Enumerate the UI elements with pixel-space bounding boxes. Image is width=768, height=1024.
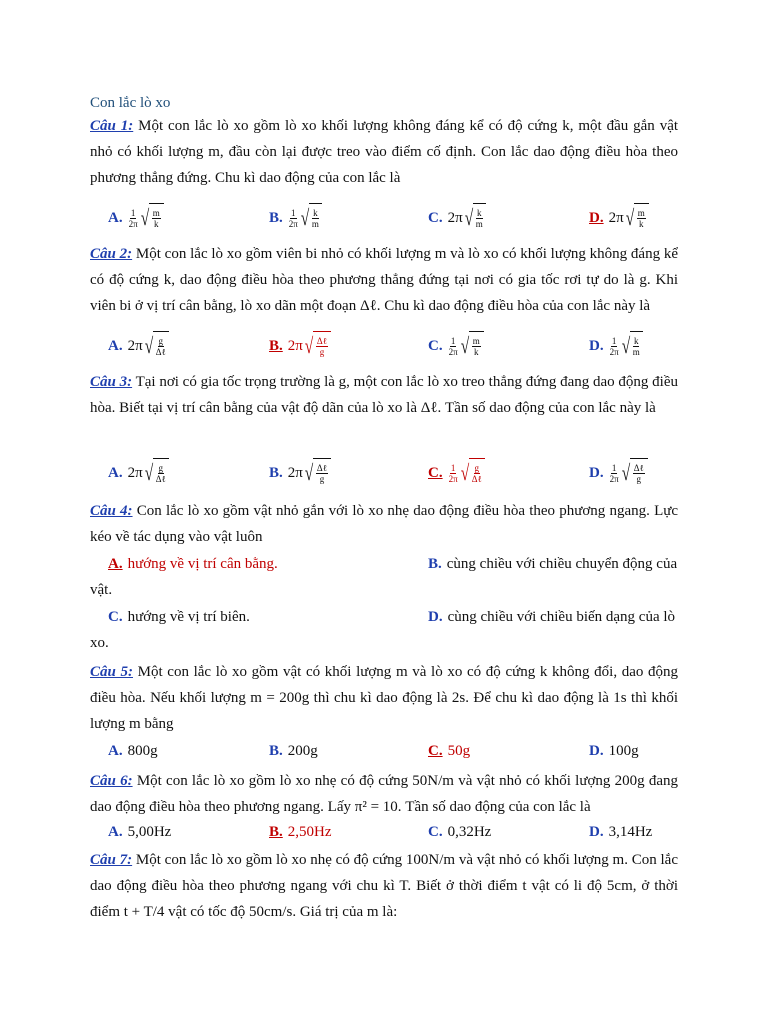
question-3 <box>90 369 678 421</box>
option-d: D. 100g <box>589 743 639 759</box>
question-text: Một con lắc lò xo gồm lò xo nhẹ có độ cứng 100N/m và vật nhỏ có khối lượng m. Con lắc dao động điều hòa theo phương ngang với chu kì T. Biết ở thời điểm t vật có li độ 5cm, ở thời điểm t + T/4 vật có tốc độ 50cm/s. Giá trị của m là: <box>90 852 679 920</box>
question-number: Câu 4: <box>90 503 133 519</box>
options-row <box>108 456 688 490</box>
question-text: Một con lắc lò xo gồm lò xo nhẹ có độ cứng 50N/m và vật nhỏ có khối lượng 200g đang dao động điều hòa theo phương ngang. Lấy π² = 10. Tần số dao động của con lắc là <box>90 773 679 815</box>
question-number: Câu 7: <box>90 852 133 868</box>
option-b: B. 2π √ $\frac{\text{Δℓ}}{g}$ <box>269 456 331 490</box>
option-c: C. $\frac{1}{2\pi}$ √ $\frac{m}{k}$ <box>428 329 484 363</box>
option-c: C. 0,32Hz <box>428 824 492 840</box>
question-number: Câu 2: <box>90 246 133 262</box>
question-2 <box>90 241 678 319</box>
option-b: B. 2,50Hz <box>269 824 332 840</box>
option-a: A. 5,00Hz <box>108 824 172 840</box>
option-c: C. 50g <box>428 743 471 759</box>
question-text: Một con lắc lò xo gồm lò xo khối lượng không đáng kể có độ cứng k, một đầu gắn vật nhỏ có khối lượng m, đầu còn lại được treo vào điểm cố định. Con lắc dao động điều hòa theo phương thẳng đứng. Chu kì dao động của con lắc là <box>90 118 679 186</box>
question-number: Câu 5: <box>90 664 133 680</box>
option-d: D. 2π √ $\frac{m}{k}$ <box>589 201 649 235</box>
option-c: C. $\frac{1}{2\pi}$ √ $\frac{g}{\text{Δℓ}}$ <box>428 456 485 490</box>
option-d-continued: xo. <box>90 635 109 651</box>
question-6 <box>90 768 678 820</box>
option-b: B. 2π √ $\frac{\text{Δℓ}}{g}$ <box>269 329 331 363</box>
question-number: Câu 3: <box>90 374 133 390</box>
question-5 <box>90 659 678 737</box>
option-c: C. 2π √ $\frac{k}{m}$ <box>428 201 486 235</box>
option-a: A. 2π √ $\frac{g}{\text{Δℓ}}$ <box>108 329 169 363</box>
question-1 <box>90 113 678 191</box>
option-b: B. 200g <box>269 743 318 759</box>
option-a: A. 2π √ $\frac{g}{\text{Δℓ}}$ <box>108 456 169 490</box>
option-b: B. cùng chiều với chiều chuyển động của <box>428 556 678 572</box>
question-text: Tại nơi có gia tốc trọng trường là g, một con lắc lò xo treo thẳng đứng đang dao động điều hòa. Biết tại vị trí cân bằng của vật độ dãn của lò xo là Δℓ. Tần số dao động của con lắc này là <box>90 374 678 416</box>
section-title: Con lắc lò xo <box>90 95 171 111</box>
option-b: B. $\frac{1}{2\pi}$ √ $\frac{k}{m}$ <box>269 201 322 235</box>
option-a: A. $\frac{1}{2\pi}$ √ $\frac{m}{k}$ <box>108 201 164 235</box>
options-row <box>108 329 688 363</box>
option-d: D. $\frac{1}{2\pi}$ √ $\frac{\text{Δℓ}}{g}$ <box>589 456 648 490</box>
option-c: C. hướng về vị trí biên. <box>108 609 250 625</box>
option-b-continued: vật. <box>90 582 113 598</box>
question-number: Câu 1: <box>90 118 134 134</box>
option-a: A. 800g <box>108 743 158 759</box>
question-text: Một con lắc lò xo gồm vật có khối lượng m và lò xo có độ cứng k không đổi, dao động điều hòa. Nếu khối lượng m = 200g thì chu kì dao động là 2s. Để chu kì dao động là 1s thì khối lượng m bằng <box>90 664 679 732</box>
option-d: D. $\frac{1}{2\pi}$ √ $\frac{k}{m}$ <box>589 329 643 363</box>
options-row <box>108 201 688 235</box>
question-text: Một con lắc lò xo gồm viên bi nhỏ có khối lượng m và lò xo có khối lượng không đáng kể có độ cứng k, dao động điều hòa theo phương thẳng đứng tại nơi có gia tốc rơi tự do là g. Khi viên bi ở vị trí cân bằng, lò xo dãn một đoạn Δℓ. Chu kì dao động điều hòa của con lắc này là <box>90 246 679 314</box>
question-text: Con lắc lò xo gồm vật nhỏ gắn với lò xo nhẹ dao động điều hòa theo phương ngang. Lực kéo về tác dụng vào vật luôn <box>90 503 679 545</box>
option-a: A. hướng về vị trí cân bằng. <box>108 556 278 572</box>
option-d: D. cùng chiều với chiều biến dạng của lò <box>428 609 676 625</box>
question-7 <box>90 847 678 925</box>
option-d: D. 3,14Hz <box>589 824 653 840</box>
question-number: Câu 6: <box>90 773 133 789</box>
question-4 <box>90 498 678 550</box>
